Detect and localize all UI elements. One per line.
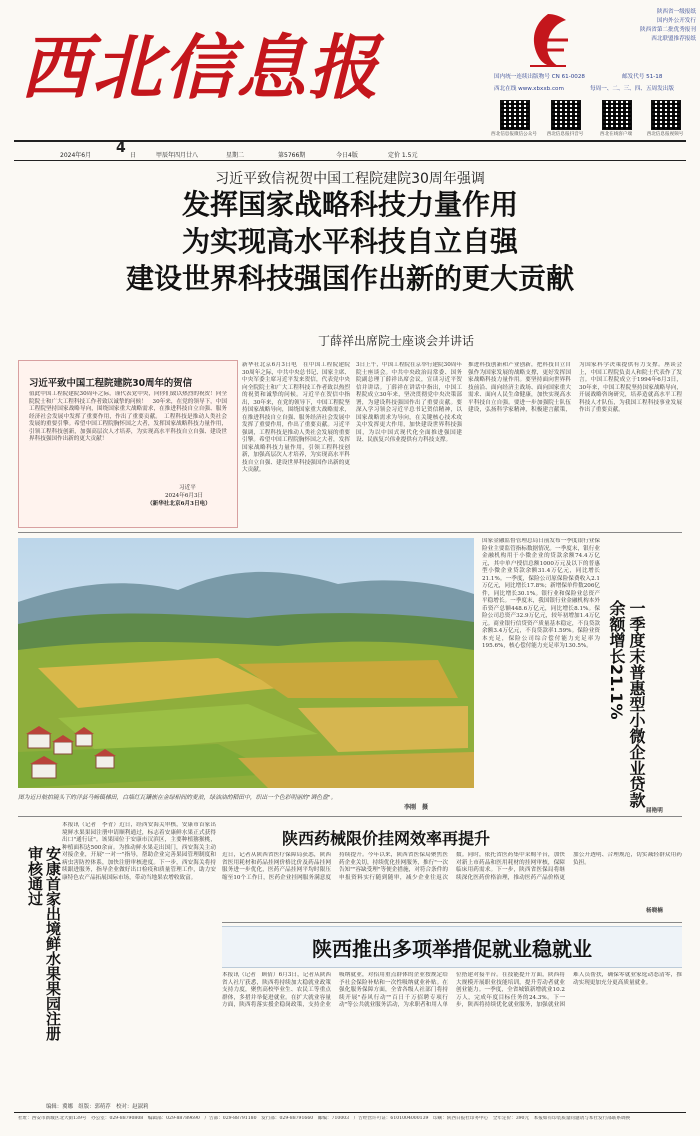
letter-title: 习近平致中国工程院建院30周年的贺信 [29, 378, 193, 389]
qr-caption: 西北在线客户端 [599, 132, 633, 137]
footer-info: 社址：西安市新城区北大街139号 办公室：029-88790808 编辑部：029-88789690 广告部：029-88791180 发行部：029-88791660 邮编：710003 广告经营许可证：6101004000139 印刷：陕西日报社印务中心 全年定价：390元 本报如有印装质量问题请与本社发行部联系调换 [18, 1116, 631, 1121]
section-rule [18, 532, 682, 533]
medical-body: 近日，记者从陕西省医疗保障局获悉，陕西省医用耗材和药品挂网价格比价及药品挂网服务进一步优化，医药产品挂网平均时限压缩至10个工作日，医药企业挂网服务满意度持续提升。今年以来，陕西省医保局聚焦医药企业关切，持续优化挂网服务，推行"一次告知""容缺受理"等便企措施，对符合条件的申报资料实行随到随审，减少企业往返次数。同时，依托省医药集中采购平台，加快对新上市药品和医用耗材的挂网审核，保障临床用药需求。下一步，陕西省医保局将继续深化医药价格治理，推动医药产品价格更加公开透明、合理规范，切实减轻群众用药负担。 [222, 852, 682, 881]
dateline [20, 142, 690, 160]
editor-credits: 编辑：冀娜 组版：郭萌荐 校对：赵淑莉 [46, 1104, 149, 1110]
lead-headline [0, 186, 700, 297]
sponsor-line: 西北联盟推荐报纸 [651, 36, 696, 42]
price: 定价 1.5元 [388, 152, 418, 159]
qr-caption: 西北信息报视频号 [646, 132, 684, 137]
letter-body: 值此中国工程院建院30周年之际，谨代表党中央，向你们致以热烈的祝贺！向全院院士和广大工程科技工作者致以诚挚的问候！ 30年来，在党的领导下，中国工程院坚持国家战略导向，围绕国家重大战略需求，在推进科技自立自强、服务经济社会发展中发挥了重要作用，作出了重要贡献。 工程科技是推动人类社会发展的重要引擎。希望中国工程院胸怀国之大者，发挥国家战略科技力量作用，引领工程科技创新，加强高层次人才培养，为实现高水平科技自立自强、建设世界科技强国作出新的更大贡献！ [29, 391, 227, 442]
medical-headline: 陕西药械限价挂网效率再提升 [282, 829, 491, 848]
qr-code-app[interactable] [602, 100, 632, 130]
jobs-headline-band [222, 926, 682, 968]
paper-logo [520, 10, 576, 72]
cn-number: 国内统一连续出版物号 CN 61-0028 [494, 74, 585, 80]
website: 西北在线 www.xbxxb.com [494, 86, 564, 92]
section-rule [18, 816, 682, 817]
letter-signature: 习近平 [179, 485, 196, 491]
date: 2024年6月 [60, 152, 92, 159]
lead-column-1: 新华社北京6月3日电 在中国工程院建院30周年之际，中共中央总书记、国家主席、中央军委主席习近平发来贺信，代表党中央向全院院士和广大工程科技工作者致以热烈的祝贺和诚挚的问候。习近平在贺信中指出，30年来，在党的领导下，中国工程院坚持国家战略导向，围绕国家重大战略需求，在推进科技自立自强、服务经济社会发展中发挥了重要作用，作出了重要贡献。习近平强调，工程科技是推动人类社会发展的重要引擎。希望中国工程院胸怀国之大者，发挥国家战略科技力量作用，引领工程科技创新，加强高层次人才培养，为实现高水平科技自立自强、建设世界科技强国作出新的更大贡献。 [242, 362, 350, 473]
issue-number: 第5766期 [278, 152, 306, 159]
terraced-fields-photo [18, 538, 474, 788]
headline-line: 发挥国家战略科技力量作用 [181, 188, 518, 221]
section-rule [222, 922, 682, 923]
medical-credit: 杨晓楠 [646, 908, 663, 914]
lunar-date: 甲辰年四月廿八 [156, 152, 199, 159]
lead-byline: 丁薛祥出席院士座谈会并讲话 [318, 334, 475, 348]
jobs-headline: 陕西推出多项举措促就业稳就业 [312, 937, 592, 961]
sponsor-line: 陕西省一级报纸 [656, 9, 696, 15]
post-code: 邮发代号 51-18 [622, 74, 663, 80]
weekday: 星期二 [226, 152, 245, 159]
dateline-rule [14, 160, 686, 161]
day-unit: 日 [130, 152, 137, 159]
loan-credit: 屈艳明 [646, 808, 663, 814]
headline-line: 建设世界科技强国作出新的更大贡献 [125, 262, 574, 295]
qr-caption: 西北信息报微信公众号 [491, 132, 537, 137]
lead-kicker: 习近平致信祝贺中国工程院建院30周年强调 [215, 171, 485, 187]
page-count: 今日4版 [336, 152, 358, 159]
sponsor-list [600, 8, 696, 44]
qr-code-douyin[interactable] [551, 100, 581, 130]
qr-code-video[interactable] [651, 100, 681, 130]
letter-date: 2024年6月3日 [165, 493, 204, 499]
sponsor-line: 陕西省第二批优秀报刊 [640, 27, 696, 33]
lead-column-2: 3日上午，中国工程院在京举行建院30周年院士座谈会。中共中央政治局常委、国务院副总理丁薛祥出席会议，宣读习近平贺信并讲话。丁薛祥在讲话中指出，中国工程院成立30年来，坚决贯彻党中央决策部署，为建设科技强国作出了重要贡献。要深入学习领会习近平总书记贺信精神，以国家战略需求为导向，在关键核心技术攻关中发挥更大作用，加快建设世界科技强国，为以中国式现代化全面推进强国建设、民族复兴伟业提供有力科技支撑。 [356, 362, 462, 443]
ankang-body: 本报讯（记者 李青）近日，经西安海关审核，安康市首家出境鲜水果果园注册申请顺利通过，标志着安康鲜水果正式获得出口"通行证"。该果园位于安康市汉滨区，主要种植猕猴桃，种植面积达500余亩。为推动鲜水果走出国门，西安海关主动对接企业，开展"一对一"指导，帮助企业完善果园管理制度和病虫害防控体系，加快注册审核进度。下一步，西安海关将持续跟进服务，指导企业做好出口检疫和质量管理工作，助力安康特色农产品拓展国际市场，带动当地果农增收致富。 [62, 822, 216, 881]
schedule: 每周一、二、三、四、五周发出版 [590, 86, 674, 92]
lead-column-3: 推进科技创新和产业创新，把科技自立自强作为国家发展的战略支撑，更好发挥国家战略科技力量作用。要坚持面向世界科技前沿、面向经济主战场、面向国家重大需求、面向人民生命健康，加快实现高水平科技自立自强。要进一步加强院士队伍建设，弘扬科学家精神，积极建言献策，为国家科学决策提供有力支撑。座谈会上，中国工程院负责人和院士代表作了发言。中国工程院成立于1994年6月3日，30年来，中国工程院坚持国家战略导向，开展战略咨询研究，培养造就高水平工程科技人才队伍，为我国工程科技事业发展作出了重要贡献。 [468, 362, 682, 413]
paper-title: 西北信息报 [20, 26, 380, 109]
masthead [0, 0, 700, 140]
photo-caption: 图为近日航拍镜头下的洋县马畅镇梯田，白墙红瓦镶嵌在金绿相间的麦浪，绿油油的稻田中，织出一个色彩明丽的"调色盘"。 [18, 795, 337, 801]
headline-line: 为实现高水平科技自立自强 [181, 225, 518, 258]
sponsor-line: 国内外公开发行 [656, 18, 696, 24]
letter-source: （新华社北京6月3日电） [147, 501, 211, 507]
ankang-headline: 安康首家出境鲜水果果园注册审核通过 [26, 846, 62, 1041]
loan-body: 国家金融监督管理总局日前发布一季度银行业保险业主要监管指标数据情况。一季度末，银行业金融机构用于小微企业的贷款余额74.4万亿元，其中单户授信总额1000万元及以下的普惠型小微企业贷款余额31.4万亿元，同比增长21.1%。一季度，保险公司原保险保费收入2.1万亿元，同比增长17.8%；新增保单件数206亿件，同比增长30.1%。银行业和保险业总资产平稳增长。一季度末，我国银行业金融机构本外币资产总额448.6万亿元，同比增长8.1%。保险公司总资产32.9万亿元，较年初增加1.4万亿元。商业银行信贷资产质量基本稳定，不良贷款余额3.4万亿元，不良贷款率1.59%。保险业资本充足，保险公司综合偿付能力充足率为195.6%，核心偿付能力充足率为130.5%。 [482, 538, 600, 649]
qr-caption: 西北信息报抖音号 [546, 132, 584, 137]
photo-credit: 李刚 摄 [404, 804, 429, 811]
jobs-body: 本报讯（记者 顾倩）6月3日，记者从陕西省人社厅获悉，陕西将持续加大稳就业政策支持力度，聚焦高校毕业生、农民工等重点群体，多措并举促进就业。在扩大就业容量方面，陕西将落实援企稳岗政策，支持企业吸纳就业，对招用重点群体的企业按规定给予社会保险补贴和一次性吸纳就业补贴。在强化服务保障方面，全省各级人社部门将持续开展"春风行动""百日千万招聘专项行动"等公共就业服务活动，为求职者和用人单位搭建对接平台。在技能提升方面，陕西将大规模开展职业技能培训，提升劳动者就业创业能力。一季度，全省城镇新增就业10.2万人，完成年度目标任务的24.3%。下一步，陕西将持续优化就业服务，加强就业困难人员帮扶，确保零就业家庭动态清零，推动实现更加充分更高质量就业。 [222, 972, 682, 1008]
letter-box [18, 360, 238, 528]
day-number: 4 [116, 140, 126, 156]
footer-rule [14, 1112, 686, 1113]
qr-code-wechat[interactable] [500, 100, 530, 130]
loan-headline: 一季度末普惠型小微企业贷款余额增长21.1% [607, 600, 646, 808]
